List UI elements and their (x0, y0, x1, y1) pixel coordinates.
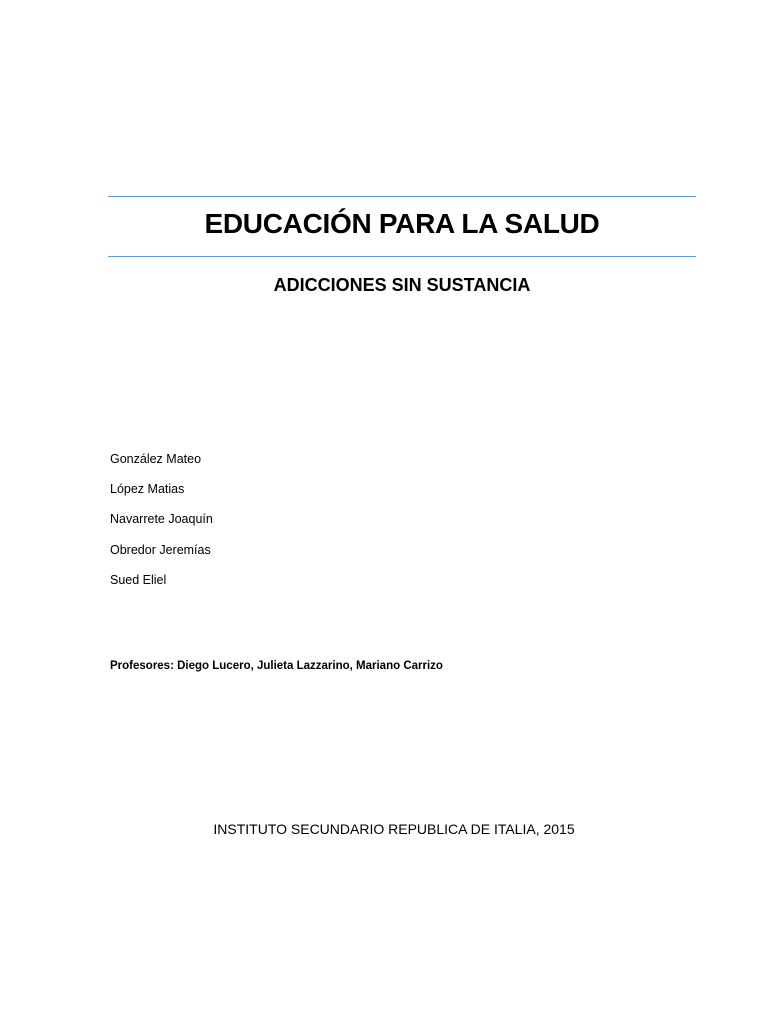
author-list (110, 450, 213, 601)
author-name: González Mateo (110, 452, 202, 466)
institution-line: INSTITUTO SECUNDARIO REPUBLICA DE ITALIA, 2015 (213, 821, 575, 837)
author-name: Obredor Jeremías (110, 542, 211, 557)
document-subtitle: ADICCIONES SIN SUSTANCIA (273, 275, 531, 295)
document-title: EDUCACIÓN PARA LA SALUD (204, 208, 600, 239)
author-name: Navarrete Joaquín (110, 512, 213, 527)
professors-line: Profesores: Diego Lucero, Julieta Lazzarino, Mariano Carrizo (110, 660, 443, 672)
author-name: Sued Eliel (110, 572, 167, 587)
title-top-rule (108, 196, 696, 197)
title-bottom-rule (108, 256, 696, 257)
author-name: López Matias (110, 482, 185, 497)
